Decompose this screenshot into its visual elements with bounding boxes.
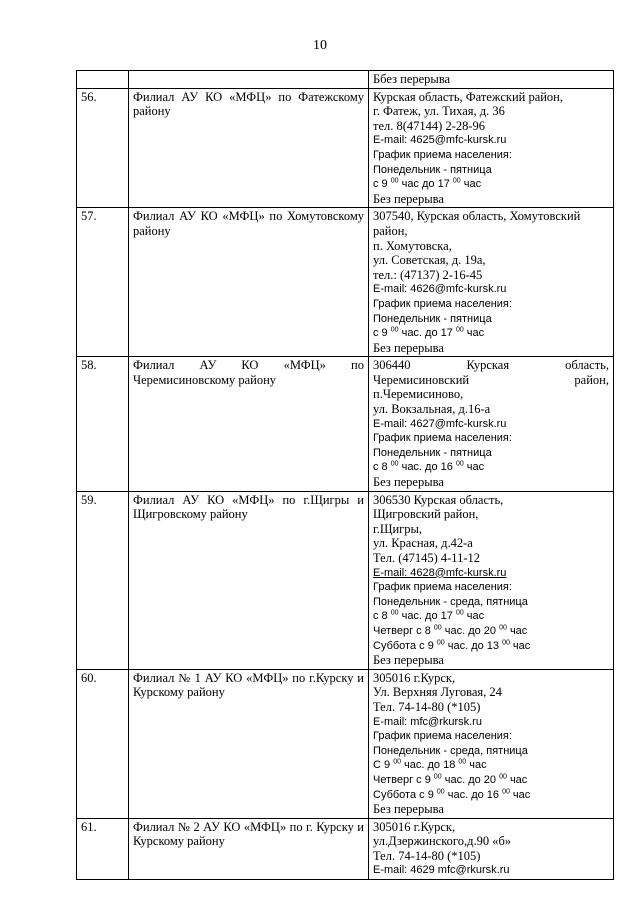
row-number-cell: 58. xyxy=(77,357,129,491)
address-cell xyxy=(369,818,614,879)
address-cell xyxy=(369,491,614,669)
table-row xyxy=(77,357,614,491)
address-line: E-mail: 4629 mfc@rkursk.ru xyxy=(373,864,510,877)
address-line: ул. Вокзальная, д.16-а xyxy=(373,402,491,417)
address-line: E-mail: 4626@mfc-kursk.ru xyxy=(373,283,507,296)
table-body xyxy=(77,71,614,880)
address-line: Тел. (47145) 4-11-12 xyxy=(373,551,481,565)
address-line: Понедельник - среда, пятница xyxy=(373,744,528,757)
address-line: Без перерыва xyxy=(373,653,444,668)
address-line: тел.: (47137) 2-16-45 xyxy=(373,267,483,282)
address-line: График приема населения: xyxy=(373,148,512,161)
address-line: Ул. Верхняя Луговая, 24 xyxy=(373,685,502,700)
address-line: E-mail: 4625@mfc-kursk.ru xyxy=(373,134,507,147)
address-line: Суббота с 9 $^{00}$ час. до 16 $^{00}$ час xyxy=(373,787,531,801)
address-line: Понедельник - пятница xyxy=(373,312,492,325)
branch-name-cell xyxy=(129,71,369,89)
address-line: Тел. 74-14-80 (*105) xyxy=(373,699,481,714)
table-row xyxy=(77,208,614,357)
branch-name-cell: Филиал АУ КО «МФЦ» по Хомутовскому району xyxy=(129,208,369,357)
row-number-cell: 61. xyxy=(77,818,129,879)
branch-name-cell: Филиал АУ КО «МФЦ» по Черемисиновскому району xyxy=(129,357,369,491)
address-line: Без перерыва xyxy=(373,802,444,817)
address-line: Без перерыва xyxy=(373,475,444,490)
address-line: Четверг с 8 $^{00}$ час. до 20 $^{00}$ час xyxy=(373,624,528,637)
address-cell xyxy=(369,88,614,208)
address-line: с 8 $^{00}$ час. до 17 $^{00}$ час xyxy=(373,609,485,623)
address-line: Без перерыва xyxy=(373,340,444,355)
table-row xyxy=(77,669,614,818)
address-line: График приема населения: xyxy=(373,297,512,310)
branch-name-cell: Филиал АУ КО «МФЦ» по г.Щигры и Щигровскому району xyxy=(129,491,369,669)
address-line: E-mail: 4627@mfc-kursk.ru xyxy=(373,417,507,430)
table-row xyxy=(77,88,614,208)
branch-name-cell: Филиал № 1 АУ КО «МФЦ» по г.Курску и Курскому району xyxy=(129,669,369,818)
address-line: E-mail: 4628@mfc-kursk.ru xyxy=(373,566,507,579)
address-line: Понедельник - пятница xyxy=(373,163,492,176)
address-line: График приема населения: xyxy=(373,432,512,445)
address-line: 306530 Курская область, xyxy=(373,492,504,507)
address-line: г. Фатеж, ул. Тихая, д. 36 xyxy=(373,104,505,119)
address-cell xyxy=(369,71,614,89)
table-row-carry-over xyxy=(77,71,614,89)
address-cell xyxy=(369,357,614,491)
branch-name-cell: Филиал АУ КО «МФЦ» по Фатежскому району xyxy=(129,88,369,208)
address-line: тел. 8(47144) 2-28-96 xyxy=(373,118,486,133)
row-number-cell: 56. xyxy=(77,88,129,208)
address-line: График приема населения: xyxy=(373,730,512,743)
address-line: 305016 г.Курск, xyxy=(373,819,456,834)
row-number-cell: 59. xyxy=(77,491,129,669)
address-line: Понедельник - пятница xyxy=(373,446,492,459)
address-line: E-mail: mfc@rkursk.ru xyxy=(373,715,482,728)
address-line: ул. Советская, д. 19а, xyxy=(373,253,486,268)
address-line: с 8 $^{00}$ час. до 16 $^{00}$ час xyxy=(373,460,485,474)
row-number-cell: 57. xyxy=(77,208,129,357)
address-line: Щигровский район, xyxy=(373,507,479,522)
address-line: 305016 г.Курск, xyxy=(373,670,456,685)
address-line: График приема населения: xyxy=(373,581,512,594)
address-line: Тел. 74-14-80 (*105) xyxy=(373,848,481,863)
address-line: Четверг с 9 $^{00}$ час. до 20 $^{00}$ час xyxy=(373,773,528,786)
mfc-branch-table xyxy=(76,70,614,880)
address-line: Понедельник - среда, пятница xyxy=(373,595,528,608)
address-line: Черемисиновский район, xyxy=(373,372,609,387)
address-cell xyxy=(369,669,614,818)
address-line: г.Щигры, xyxy=(373,521,423,536)
address-line: Суббота с 9 $^{00}$ час. до 13 $^{00}$ час xyxy=(373,638,531,652)
table-row xyxy=(77,818,614,879)
row-number-cell: 60. xyxy=(77,669,129,818)
address-line: п. Хомутовска, xyxy=(373,238,452,253)
row-number-cell xyxy=(77,71,129,89)
address-line: Ббез перерыва xyxy=(373,72,451,86)
address-line: ул.Дзержинского,д.90 «б» xyxy=(373,834,512,849)
address-line: п.Черемисиново, xyxy=(373,387,464,402)
branch-name-cell: Филиал № 2 АУ КО «МФЦ» по г. Курску и Курскому району xyxy=(129,818,369,879)
table-row xyxy=(77,491,614,669)
address-line: 307540, Курская область, Хомутовский xyxy=(373,209,581,224)
address-line: ул. Красная, д.42-а xyxy=(373,536,473,551)
page-number: 10 xyxy=(313,38,327,53)
address-line: район, xyxy=(373,223,408,238)
address-cell xyxy=(369,208,614,357)
address-line: 306440 Курская область, xyxy=(373,358,609,373)
address-line: с 9 $^{00}$ час. до 17 $^{00}$ час xyxy=(373,326,485,340)
address-line: Без перерыва xyxy=(373,191,444,206)
address-line: С 9 $^{00}$ час. до 18 $^{00}$ час xyxy=(373,758,487,772)
address-line: Курская область, Фатежский район, xyxy=(373,89,563,104)
address-line: с 9 $^{00}$ час до 17 $^{00}$ час xyxy=(373,177,482,191)
